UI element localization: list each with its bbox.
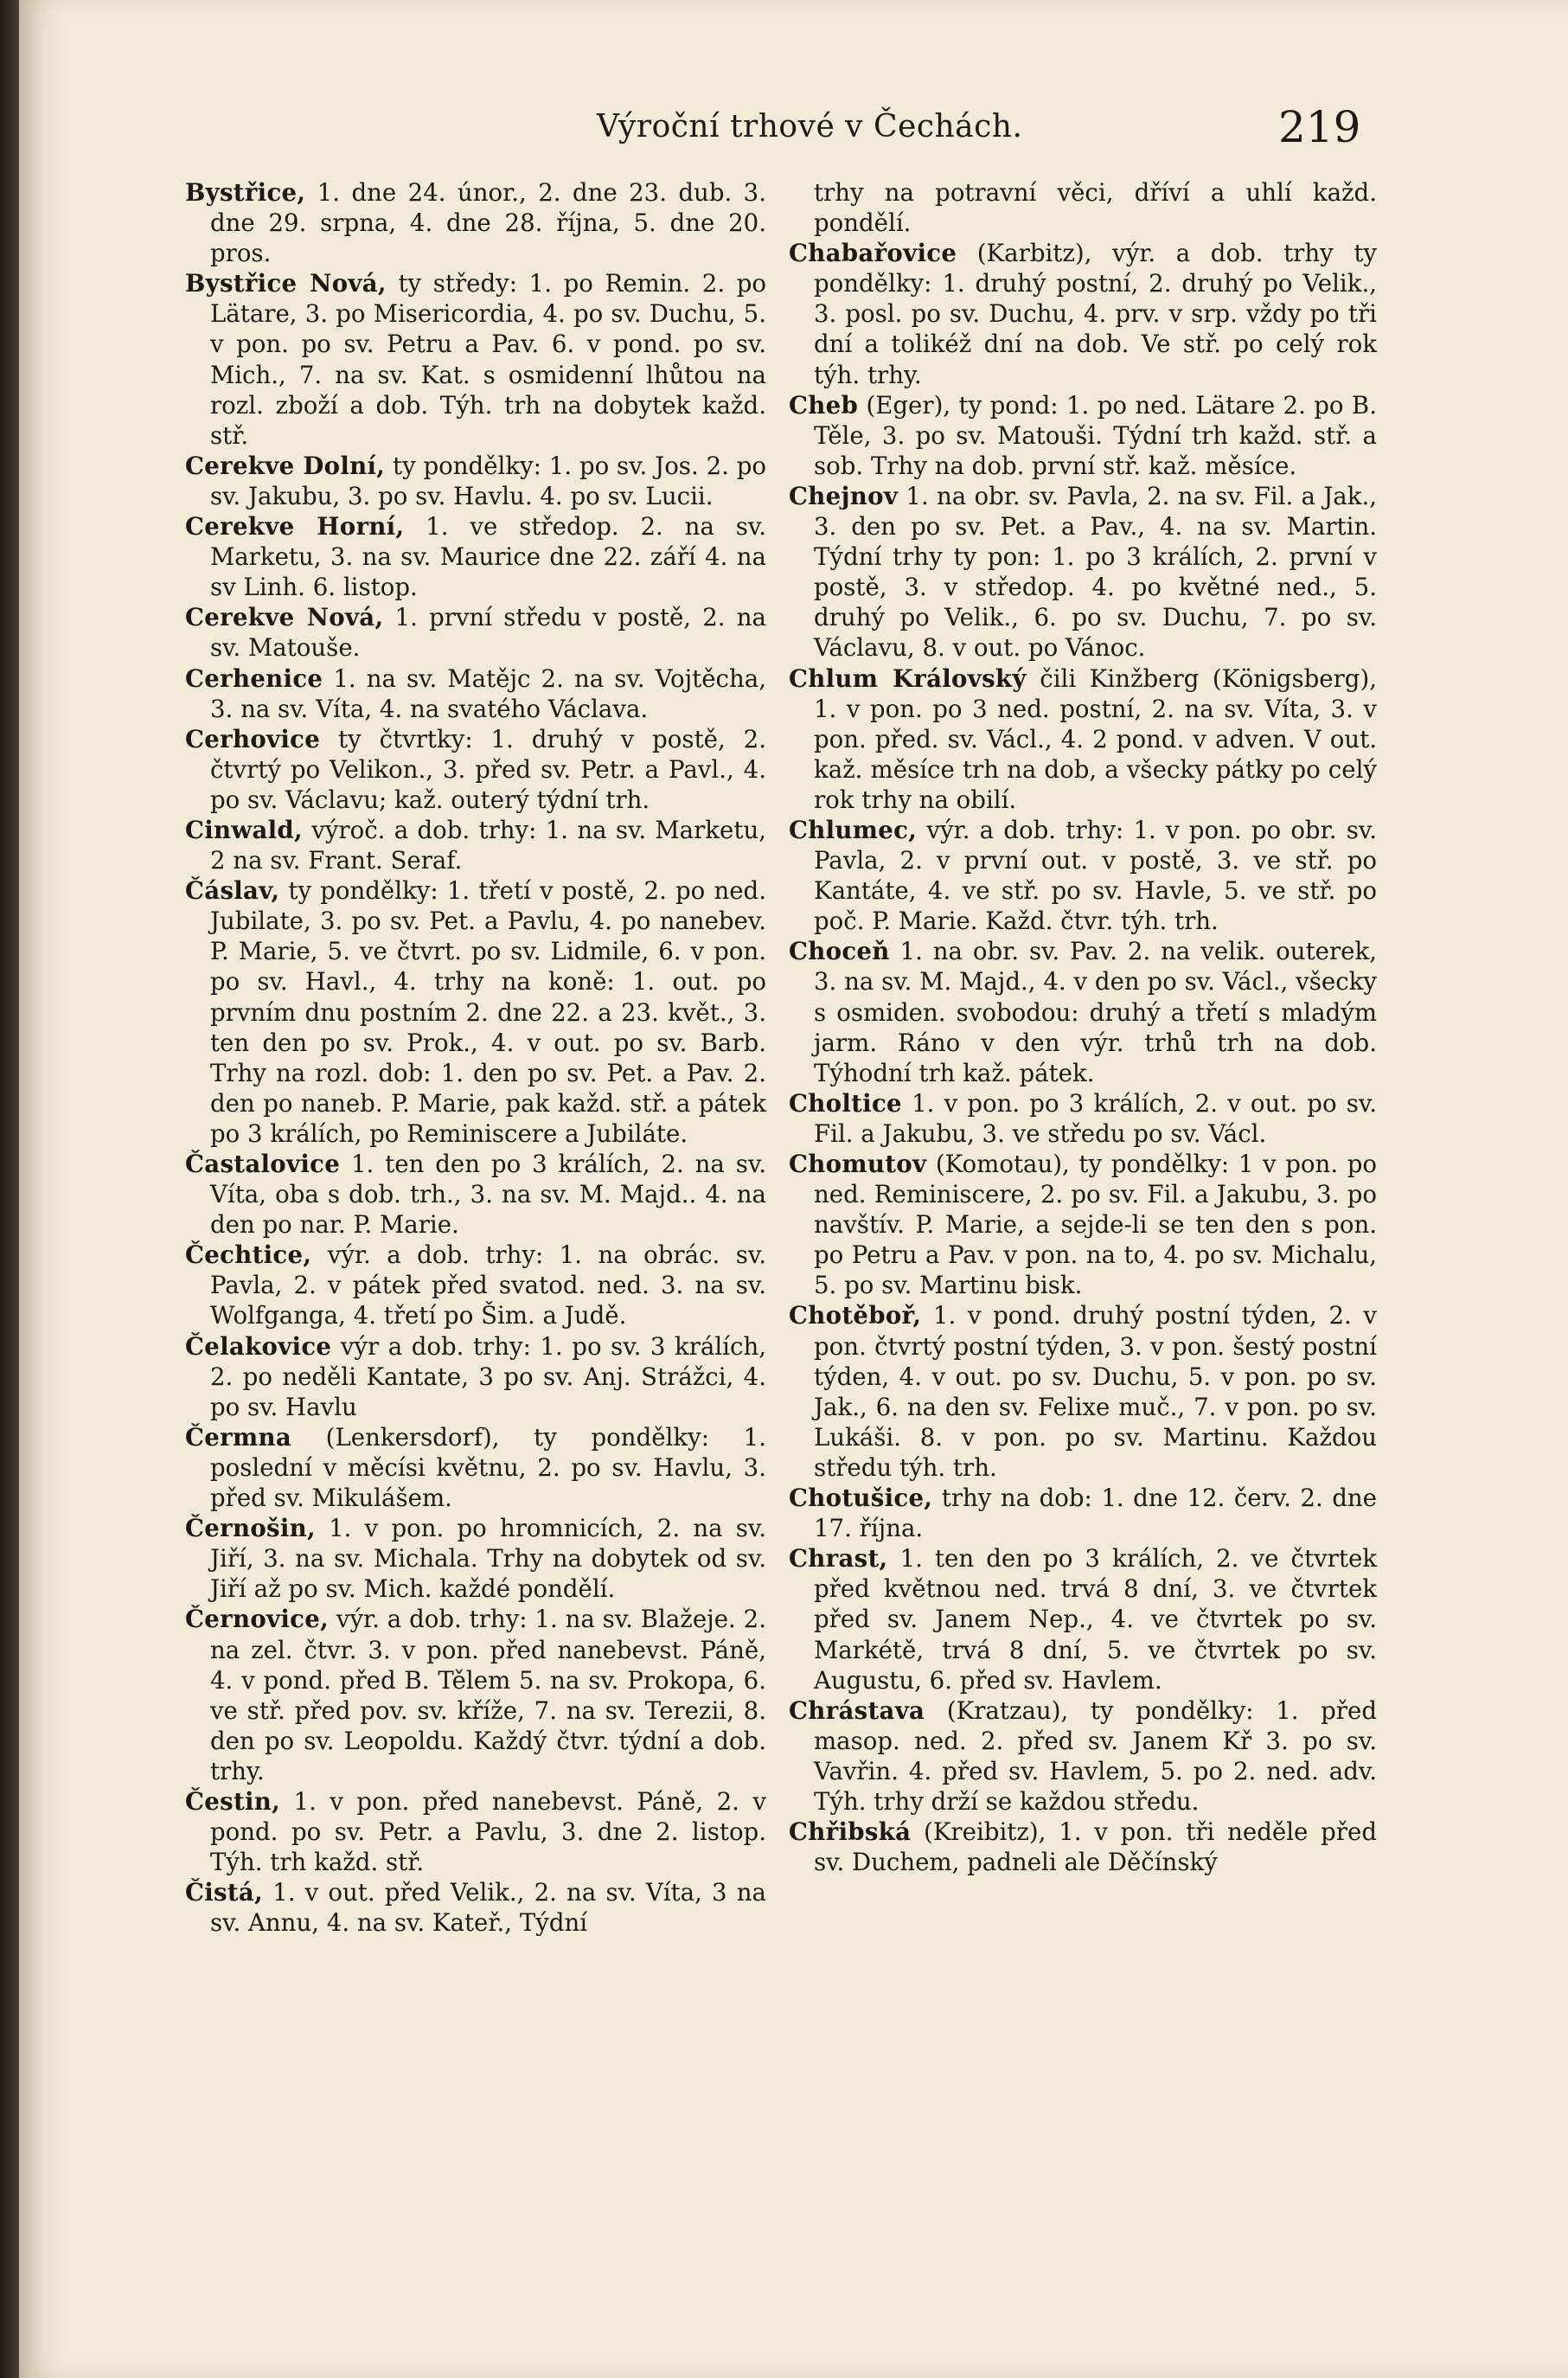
market-entry [789,663,1377,815]
entry-headword: Černošin, [185,1514,316,1543]
market-entry [185,1786,766,1877]
entry-headword: Čechtice, [185,1240,312,1270]
market-entry [185,815,766,875]
entry-text: čili Kinžberg (Königsberg), 1. v pon. po 3 ned. postní, 2. na sv. Víta, 3. v pon. před. sv. Václ., 4. 2 pond. v adven. V out. kaž. měsíce trh na dob, a všecky pátky po celý rok trhy na obilí. [813,663,1377,814]
entry-text: výr. a dob. trhy: 1. v pon. po obr. sv. Pavla, 2. v první out. v postě, 3. ve stř. po Kantáte, 4. ve stř. po sv. Havle, 5. ve stř. po poč. P. Marie. Každ. čtvr. týh. trh. [813,815,1377,936]
market-entry [185,1331,766,1422]
entry-headword: Častalovice [185,1150,341,1178]
entry-text: (Lenkersdorf), ty pondělky: 1. poslední v měcísi květnu, 2. po sv. Havlu, 3. před sv. Mikulášem. [209,1422,766,1513]
entry-text: (Kreibitz), 1. v pon. tři neděle před sv. Duchem, padneli ale Děčínský [813,1817,1377,1877]
book-spine-shadow [0,0,19,2378]
entry-text: ty pondělky: 1. třetí v postě, 2. po ned. Jubilate, 3. po sv. Pet. a Pavlu, 4. po nanebev. P. Marie, 5. ve čtvrt. po sv. Lidmile, 6. v pon. po sv. Havl., 4. trhy na koně: 1. out. po prvním dnu postním 2. dne 22. a 23. květ., 3. ten den po sv. Prok., 4. v out. po sv. Barb. Trhy na rozl. dob: 1. den po sv. Pet. a Pav. 2. den po naneb. P. Marie, pak každ. stř. a pátek po 3 králích, po Reminiscere a Jubiláte. [209,876,766,1148]
entry-headword: Černovice, [185,1605,330,1634]
left-column [185,177,766,1938]
market-entry [789,177,1377,238]
market-entry [789,936,1377,1087]
market-entry [185,1513,766,1604]
market-entry [789,481,1377,663]
running-header [0,102,1568,154]
market-entry [789,238,1377,389]
entry-text: 1. v pon. po 3 králích, 2. v out. po sv. Fil. a Jakubu, 3. ve středu po sv. Václ. [813,1088,1377,1148]
right-column [789,177,1377,1877]
market-entry [185,268,766,451]
market-entry [789,1088,1377,1149]
market-entry [185,663,766,724]
entry-headword: Choltice [789,1088,902,1118]
entry-headword: Chabařovice [789,239,957,268]
entry-text: 1. první středu v postě, 2. na sv. Matouše. [209,603,766,663]
entry-headword: Chejnov [789,481,899,510]
market-entry [185,451,766,511]
entry-headword: Chrástava [789,1695,925,1725]
entry-headword: Chomutov [789,1150,927,1178]
market-entry [185,1877,766,1938]
entry-headword: Chotušice, [789,1484,933,1513]
entry-text: trhy na potravní věci, dříví a uhlí každ. pondělí. [813,178,1377,238]
page-number: 219 [1278,102,1361,152]
entry-text: ty středy: 1. po Remin. 2. po Lätare, 3. po Misericordia, 4. po sv. Duchu, 5. v pon. po sv. Petru a Pav. 6. v pond. po sv. Mich., 7. na sv. Kat. s osmidenní lhůtou na rozl. zboží a dob. Týh. trh na dobytek každ. stř. [209,269,767,450]
entry-headword: Cerhovice [185,724,321,753]
entry-text: 1. v out. před Velik., 2. na sv. Víta, 3 na sv. Annu, 4. na sv. Kateř., Týdní [209,1878,766,1938]
entry-text: (Komotau), ty pondělky: 1 v pon. po ned. Reminiscere, 2. po sv. Fil. a Jakubu, 3. po navštív. P. Marie, a sejde-li se ten den s pon. po Petru a Pav. v pon. na to, 4. po sv. Michalu, 5. po sv. Martinu bisk. [813,1150,1377,1300]
market-entry [789,1817,1377,1877]
entry-text: 1. v pond. druhý postní týden, 2. v pon. čtvrtý postní týden, 3. v pon. šestý postní týden, 4. v out. po sv. Duchu, 5. v pon. po sv. Jak., 6. na den sv. Felixe muč., 7. v pon. po sv. Lukáši. 8. v pon. po sv. Martinu. Každou středu týh. trh. [813,1301,1377,1482]
entry-headword: Cerekve Nová, [185,603,384,632]
entry-headword: Čelakovice [185,1331,332,1361]
entry-text: 1. na obr. sv. Pavla, 2. na sv. Fil. a Jak., 3. den po sv. Pet. a Pav., 4. na sv. Martin. Týdní trhy ty pon: 1. po 3 králích, 2. první v postě, 3. v středop. 4. po květné ned., 5. druhý po Velik., 6. po sv. Duchu, 7. po sv. Václavu, 8. v out. po Vánoc. [813,481,1377,663]
entry-text: trhy na dob: 1. dne 12. červ. 2. dne 17. října. [813,1484,1377,1543]
entry-text: 1. dne 24. únor., 2. dne 23. dub. 3. dne 29. srpna, 4. dne 28. října, 5. dne 20. pros. [209,178,766,268]
entry-headword: Cerekve Dolní, [185,451,386,480]
market-entry [789,1149,1377,1300]
market-entry [789,1300,1377,1483]
entry-text: ty čtvrtky: 1. druhý v postě, 2. čtvrtý po Velikon., 3. před sv. Petr. a Pavl., 4. po sv. Václavu; kaž. outerý týdní trh. [209,724,766,814]
market-entry [789,815,1377,936]
entry-headword: Chlum Královský [789,663,1027,693]
entry-headword: Chlumec, [789,815,918,844]
entry-text: 1. na sv. Matějc 2. na sv. Vojtěcha, 3. na sv. Víta, 4. na svatého Václava. [209,663,766,723]
market-entry [789,1695,1377,1817]
entry-text: výr. a dob. trhy: 1. na obrác. sv. Pavla, 2. v pátek před svatod. ned. 3. na sv. Wolfganga, 4. třetí po Šim. a Judě. [209,1240,766,1330]
entry-text: (Eger), ty pond: 1. po ned. Lätare 2. po B. Těle, 3. po sv. Matouši. Týdní trh každ. stř. a sob. Trhy na dob. první stř. kaž. měsíce. [813,390,1377,480]
entry-headword: Čestin, [185,1786,281,1816]
entry-headword: Čermna [185,1422,291,1452]
market-entry [185,724,766,815]
entry-text: výr a dob. trhy: 1. po sv. 3 králích, 2. po neděli Kantate, 3 po sv. Anj. Strážci, 4. po sv. Havlu [209,1331,766,1421]
entry-headword: Chotěboř, [789,1301,922,1330]
market-entry [789,390,1377,481]
market-entry [185,602,766,663]
entry-text: (Kratzau), ty pondělky: 1. před masop. ned. 2. před sv. Janem Kř 3. po sv. Vavřin. 4. před sv. Havlem, 5. po 2. ned. adv. Týh. trhy drží se každou středu. [813,1695,1377,1816]
entry-text: 1. ten den po 3 králích, 2. ve čtvrtek před květnou ned. trvá 8 dní, 3. ve čtvrtek před sv. Janem Nep., 4. ve čtvrtek po sv. Markétě, trvá 8 dní, 5. ve čtvrtek po sv. Augustu, 6. před sv. Havlem. [813,1544,1377,1695]
entry-text: 1. na obr. sv. Pav. 2. na velik. outerek, 3. na sv. M. Majd., 4. v den po sv. Václ., všecky s osmiden. svobodou: druhý a třetí s mladým jarm. Ráno v den výr. trhů trh na dob. Týhodní trh kaž. pátek. [813,937,1377,1087]
entry-headword: Bystřice, [185,178,306,207]
market-entry [185,1240,766,1330]
entry-headword: Cheb [789,390,859,420]
entry-headword: Cerhenice [185,663,323,693]
page-running-title: Výroční trhové v Čechách. [597,109,1023,144]
entry-headword: Chrast, [789,1544,888,1574]
entry-headword: Bystřice Nová, [185,269,387,298]
market-entry [185,1149,766,1240]
entry-text: výroč. a dob. trhy: 1. na sv. Marketu, 2 na sv. Frant. Seraf. [209,815,766,875]
entry-headword: Cerekve Horní, [185,512,405,542]
market-entry [789,1483,1377,1543]
entry-headword: Čáslav, [185,876,280,906]
entry-text: 1. v pon. před nanebevst. Páně, 2. v pond. po sv. Petr. a Pavlu, 3. dne 2. listop. Týh. trh každ. stř. [209,1786,766,1877]
market-entry [185,875,766,1149]
entry-text: ty pondělky: 1. po sv. Jos. 2. po sv. Jakubu, 3. po sv. Havlu. 4. po sv. Lucii. [209,451,766,510]
entry-headword: Chřibská [789,1817,912,1847]
entry-headword: Cinwald, [185,815,303,844]
entry-text: 1. ten den po 3 králích, 2. na sv. Víta, oba s dob. trh., 3. na sv. M. Majd.. 4. na den po nar. P. Marie. [209,1150,766,1240]
market-entry [185,177,766,268]
entry-headword: Choceň [789,937,890,966]
entry-text: (Karbitz), výr. a dob. trhy ty pondělky: 1. druhý postní, 2. druhý po Velik., 3. posl. po sv. Duchu, 4. prv. v srp. vždy po tři dní a tolikéž dní na dob. Ve stř. po celý rok týh. trhy. [813,239,1377,389]
entry-headword: Čistá, [185,1878,264,1907]
entry-text: 1. v pon. po hromnicích, 2. na sv. Jiří, 3. na sv. Michala. Trhy na dobytek od sv. Jiří až po sv. Mich. každé pondělí. [209,1514,766,1604]
entry-text: 1. ve středop. 2. na sv. Marketu, 3. na sv. Maurice dne 22. září 4. na sv Linh. 6. listop. [209,512,766,602]
market-entry [185,1604,766,1786]
market-entry [185,1422,766,1513]
market-entry [185,511,766,602]
entry-text: výr. a dob. trhy: 1. na sv. Blažeje. 2. na zel. čtvr. 3. v pon. před nanebevst. Páně, 4. v pond. před B. Tělem 5. na sv. Prokopa, 6. ve stř. před pov. sv. kříže, 7. na sv. Terezii, 8. den po sv. Leopoldu. Každý čtvr. týdní a dob. trhy. [209,1605,766,1785]
market-entry [789,1543,1377,1695]
